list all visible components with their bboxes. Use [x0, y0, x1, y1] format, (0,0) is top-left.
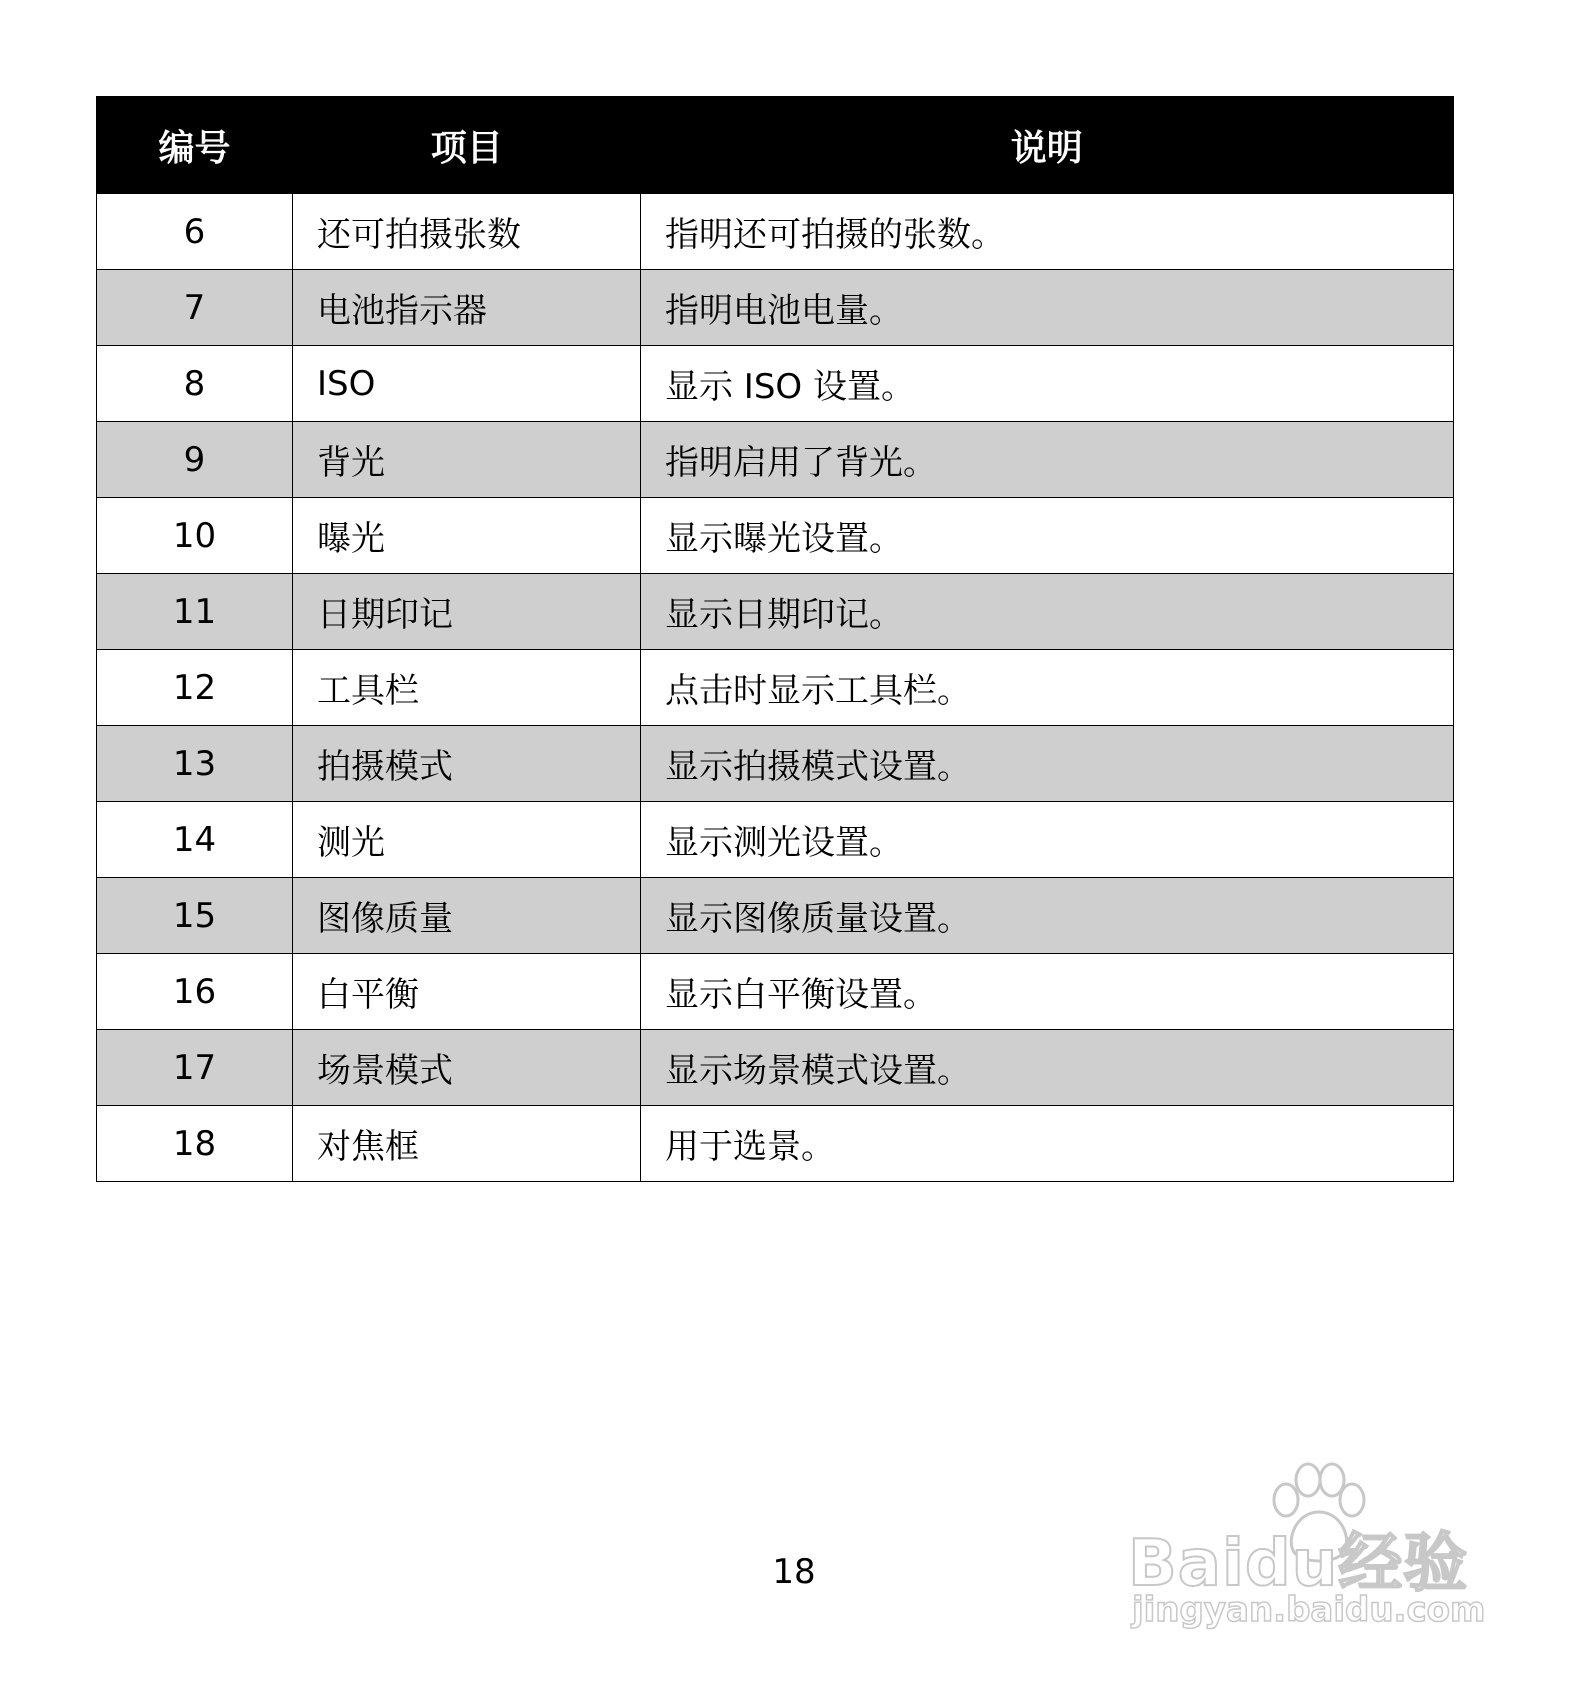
- watermark-brand: Baidu经验: [1128, 1527, 1469, 1601]
- table-row: [97, 422, 1454, 498]
- row-number: 10: [97, 498, 293, 574]
- row-description: 显示场景模式设置。: [641, 1030, 1454, 1106]
- header-number: 编号: [97, 97, 293, 194]
- row-number: 7: [97, 270, 293, 346]
- row-description: 显示日期印记。: [641, 574, 1454, 650]
- row-description: 显示图像质量设置。: [641, 878, 1454, 954]
- row-description: 显示拍摄模式设置。: [641, 726, 1454, 802]
- row-item: 场景模式: [293, 1030, 641, 1106]
- row-item: 曝光: [293, 498, 641, 574]
- row-item: 测光: [293, 802, 641, 878]
- row-item: 日期印记: [293, 574, 641, 650]
- row-description: 指明电池电量。: [641, 270, 1454, 346]
- table-row: [97, 194, 1454, 270]
- row-description: 指明还可拍摄的张数。: [641, 194, 1454, 270]
- header-description: 说明: [641, 97, 1454, 194]
- row-item: 还可拍摄张数: [293, 194, 641, 270]
- row-description: 显示白平衡设置。: [641, 954, 1454, 1030]
- baidu-watermark: [1128, 1460, 1508, 1640]
- row-number: 6: [97, 194, 293, 270]
- row-description: 显示测光设置。: [641, 802, 1454, 878]
- table-row: [97, 802, 1454, 878]
- row-number: 15: [97, 878, 293, 954]
- page-number: 18: [772, 1552, 816, 1592]
- row-item: 对焦框: [293, 1106, 641, 1182]
- table-header: [97, 97, 1454, 194]
- header-item: 项目: [293, 97, 641, 194]
- row-item: 图像质量: [293, 878, 641, 954]
- table-row: [97, 954, 1454, 1030]
- row-item: 工具栏: [293, 650, 641, 726]
- row-number: 12: [97, 650, 293, 726]
- spec-table: [96, 96, 1454, 1182]
- row-item: ISO: [293, 346, 641, 422]
- table-row: [97, 1106, 1454, 1182]
- row-number: 13: [97, 726, 293, 802]
- table-row: [97, 498, 1454, 574]
- row-number: 8: [97, 346, 293, 422]
- row-number: 17: [97, 1030, 293, 1106]
- row-item: 拍摄模式: [293, 726, 641, 802]
- row-number: 11: [97, 574, 293, 650]
- row-description: 指明启用了背光。: [641, 422, 1454, 498]
- row-item: 电池指示器: [293, 270, 641, 346]
- table-row: [97, 574, 1454, 650]
- table-row: [97, 726, 1454, 802]
- table-body: [97, 194, 1454, 1182]
- row-number: 9: [97, 422, 293, 498]
- row-description: 点击时显示工具栏。: [641, 650, 1454, 726]
- row-number: 14: [97, 802, 293, 878]
- row-description: 用于选景。: [641, 1106, 1454, 1182]
- row-description: 显示 ISO 设置。: [641, 346, 1454, 422]
- row-item: 白平衡: [293, 954, 641, 1030]
- watermark-url: jingyan.baidu.com: [1132, 1590, 1486, 1630]
- table-row: [97, 878, 1454, 954]
- table-row: [97, 650, 1454, 726]
- table-row: [97, 1030, 1454, 1106]
- row-number: 16: [97, 954, 293, 1030]
- row-description: 显示曝光设置。: [641, 498, 1454, 574]
- row-item: 背光: [293, 422, 641, 498]
- header-row: [97, 97, 1454, 194]
- table-row: [97, 270, 1454, 346]
- row-number: 18: [97, 1106, 293, 1182]
- table-row: [97, 346, 1454, 422]
